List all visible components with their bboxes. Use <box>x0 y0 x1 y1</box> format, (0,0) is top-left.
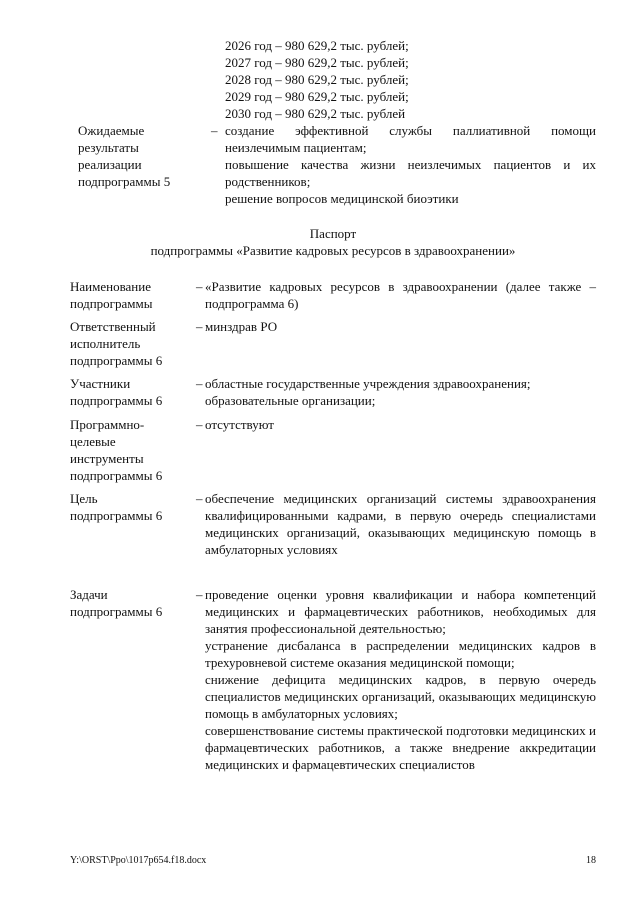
row-label: Ожидаемые результаты реализации подпрограммы 5 <box>78 123 171 189</box>
row-text: «Развитие кадровых ресурсов в здравоохранении (далее также – подпрограмма 6) <box>205 279 596 311</box>
file-path: Y:\ORST\Ppo\1017p654.f18.docx <box>70 855 207 866</box>
funding-line: 2030 год – 980 629,2 тыс. рублей <box>225 106 406 121</box>
row-text: обеспечение медицинских организаций системы здравоохранения квалифицированными кадрами, в первую очередь специалистами медицинских организаций, оказывающих медицинскую помощь в амбулаторных условиях <box>205 491 596 557</box>
row-dash: – <box>211 123 218 138</box>
funding-line: 2028 год – 980 629,2 тыс. рублей; <box>225 72 409 87</box>
row-text: создание эффективной службы паллиативной помощи неизлечимым пациентам; повышение качества жизни неизлечимых пациентов и их родственников; решение вопросов медицинской биоэтики <box>225 123 596 206</box>
row-dash: – <box>196 319 203 334</box>
row-label: Программно- целевые инструменты подпрограммы 6 <box>70 417 163 483</box>
row-label: Задачи подпрограммы 6 <box>70 587 163 619</box>
passport-subtitle: подпрограммы «Развитие кадровых ресурсов в здравоохранении» <box>150 243 516 258</box>
row-dash: – <box>196 376 203 391</box>
row-dash: – <box>196 587 203 602</box>
funding-line: 2026 год – 980 629,2 тыс. рублей; <box>225 38 409 53</box>
row-text: отсутствуют <box>205 417 274 432</box>
passport-title: Паспорт <box>309 226 357 241</box>
row-label: Ответственный исполнитель подпрограммы 6 <box>70 319 163 368</box>
row-label: Участники подпрограммы 6 <box>70 376 163 408</box>
row-text: проведение оценки уровня квалификации и набора компетенций медицинских и фармацевтических работников, необходимых для занятия профессиональной деятельностью; устранение дисбаланса в распределении медицинских кадров в трехуровневой системе оказания медицинской помощи; снижение дефицита медицинских кадров, в первую очередь специалистов медицинских организаций, оказывающих медицинскую помощь в амбулаторных условиях; совершенствование системы практической подготовки медицинских и фармацевтических работников, а также внедрение аккредитации медицинских и фармацевтических специалистов <box>205 587 596 772</box>
row-text: областные государственные учреждения здравоохранения; образовательные организации; <box>205 376 531 408</box>
row-text: минздрав РО <box>205 319 278 334</box>
funding-lines <box>225 37 409 122</box>
row-dash: – <box>196 279 203 294</box>
row-dash: – <box>196 417 203 432</box>
page-number: 18 <box>586 855 596 866</box>
funding-line: 2029 год – 980 629,2 тыс. рублей; <box>225 89 409 104</box>
row-label: Наименование подпрограммы <box>70 279 153 311</box>
funding-line: 2027 год – 980 629,2 тыс. рублей; <box>225 55 409 70</box>
row-dash: – <box>196 491 203 506</box>
row-label: Цель подпрограммы 6 <box>70 491 163 523</box>
